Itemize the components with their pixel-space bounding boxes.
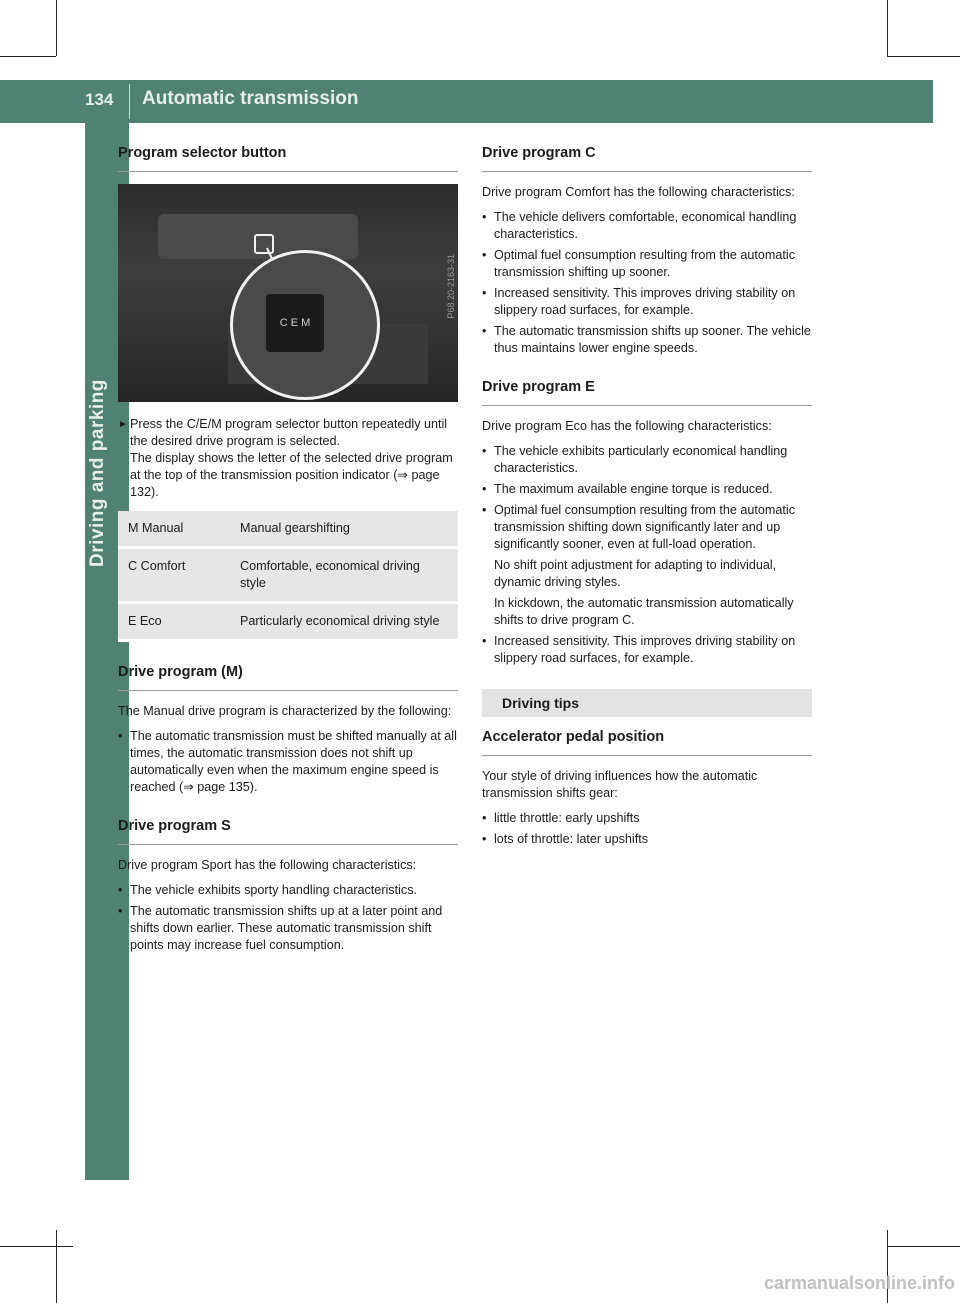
- crop-mark: [0, 56, 56, 57]
- table-value: Manual gearshifting: [230, 511, 458, 548]
- step-note: The display shows the letter of the selected drive program at the top of the transmission position indicator (⇒ page 132).: [130, 451, 453, 499]
- bullet-list: [118, 728, 458, 796]
- list-item: • little throttle: early upshifts: [482, 810, 812, 827]
- left-column: [118, 145, 458, 962]
- table-value: Particularly economical driving style: [230, 603, 458, 641]
- table-row: [118, 548, 458, 603]
- bullet-list: [482, 443, 812, 667]
- crop-mark: [56, 1230, 57, 1303]
- step-arrow-icon: ►: [118, 419, 128, 430]
- list-item: • The vehicle exhibits particularly economical handling characteristics.: [482, 443, 812, 477]
- table-key: M Manual: [118, 511, 230, 548]
- list-item: • The automatic transmission must be shifted manually at all times, the automatic transmission does not shift up automatically even when the maximum engine speed is reached (⇒ page 135).: [118, 728, 458, 796]
- paragraph: Drive program Comfort has the following characteristics:: [482, 185, 795, 199]
- button-highlight: [254, 234, 274, 254]
- photo-code: P68.20-2163-31: [446, 254, 456, 319]
- program-selector-button-icon: C E M: [266, 294, 324, 352]
- paragraph: Your style of driving influences how the automatic transmission shifts gear:: [482, 769, 758, 800]
- crop-mark: [887, 0, 888, 56]
- paragraph: Drive program Sport has the following characteristics:: [118, 858, 417, 872]
- list-item: • The vehicle delivers comfortable, economical handling characteristics.: [482, 209, 812, 243]
- list-item: • The vehicle exhibits sporty handling characteristics.: [118, 882, 458, 899]
- page-number: 134: [85, 90, 114, 109]
- crop-mark: [0, 1246, 73, 1247]
- list-item: • The automatic transmission shifts up at a later point and shifts down earlier. These automatic transmission shift points may increase fuel consumption.: [118, 903, 458, 954]
- crop-mark: [887, 1246, 960, 1247]
- instruction-step: [118, 416, 458, 501]
- heading-drive-program-m: Drive program (M): [118, 664, 458, 691]
- list-item-subtext: In kickdown, the automatic transmission automatically shifts to drive program C.: [494, 596, 794, 627]
- paragraph: The Manual drive program is characterized by the following:: [118, 704, 452, 718]
- list-item: • Increased sensitivity. This improves driving stability on slippery road surfaces, for example.: [482, 633, 812, 667]
- table-row: [118, 603, 458, 641]
- bullet-list: [118, 882, 458, 954]
- section-title: Driving and parking: [87, 379, 108, 567]
- table-key: C Comfort: [118, 548, 230, 603]
- crop-mark: [56, 0, 57, 56]
- bullet-list: [482, 209, 812, 357]
- step-text: Press the C/E/M program selector button repeatedly until the desired drive program is selected.: [130, 417, 448, 448]
- watermark-text: carmanualsonline.info: [764, 1273, 956, 1293]
- list-item-text: Optimal fuel consumption resulting from the automatic transmission shifting down significantly later and up significantly sooner, even at full-load operation.: [494, 503, 795, 551]
- banner-title: Driving tips: [502, 695, 580, 711]
- heading-drive-program-c: Drive program C: [482, 145, 812, 172]
- bullet-list: [482, 810, 812, 848]
- list-item: • Increased sensitivity. This improves driving stability on slippery road surfaces, for example.: [482, 285, 812, 319]
- heading-program-selector: Program selector button: [118, 145, 458, 172]
- page-header: [0, 80, 933, 123]
- list-item: • lots of throttle: later upshifts: [482, 831, 812, 848]
- list-item: • The automatic transmission shifts up sooner. The vehicle thus maintains lower engine speeds.: [482, 323, 812, 357]
- list-item: [482, 502, 812, 629]
- list-item-subtext: No shift point adjustment for adapting to individual, dynamic driving styles.: [494, 558, 777, 589]
- header-divider: [129, 84, 130, 119]
- program-selector-photo: [118, 184, 458, 402]
- page-title: Automatic transmission: [142, 88, 359, 109]
- list-item: • The maximum available engine torque is reduced.: [482, 481, 812, 498]
- heading-drive-program-s: Drive program S: [118, 818, 458, 845]
- table-key: E Eco: [118, 603, 230, 641]
- section-banner: [482, 689, 812, 717]
- heading-accelerator-pedal: Accelerator pedal position: [482, 729, 812, 756]
- heading-drive-program-e: Drive program E: [482, 379, 812, 406]
- drive-program-table: [118, 511, 458, 642]
- list-item: • Optimal fuel consumption resulting from the automatic transmission shifting up sooner.: [482, 247, 812, 281]
- table-value: Comfortable, economical driving style: [230, 548, 458, 603]
- paragraph: Drive program Eco has the following characteristics:: [482, 419, 772, 433]
- right-column: [482, 145, 812, 856]
- crop-mark: [887, 56, 960, 57]
- table-row: [118, 511, 458, 548]
